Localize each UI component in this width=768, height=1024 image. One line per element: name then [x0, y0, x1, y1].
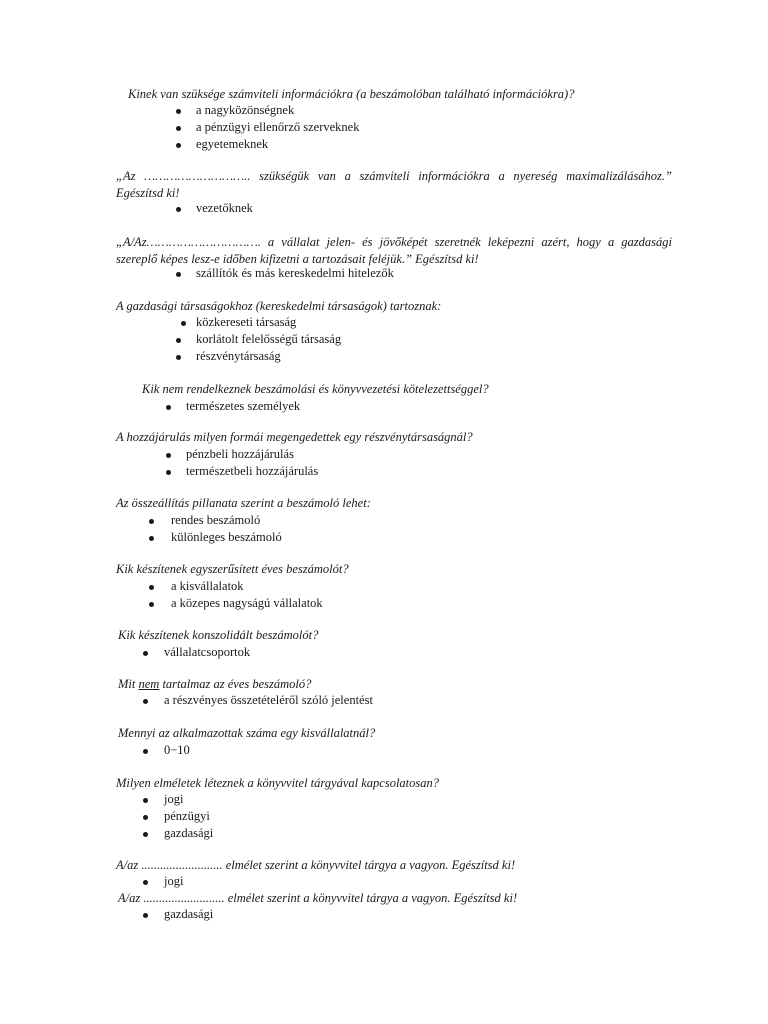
question-text: A/az .......................... elmélet szerint a könyvvitel tárgya a vagyon. Egészítsd ki!: [116, 858, 516, 872]
list-item: különleges beszámoló: [149, 529, 282, 546]
bullet-icon: [143, 651, 148, 656]
question-text: A gazdasági társaságokhoz (kereskedelmi társaságok) tartoznak:: [116, 299, 442, 313]
bullet-icon: [143, 832, 148, 837]
question-text: Kik készítenek konszolidált beszámolót?: [118, 628, 319, 642]
question-text: Kinek van szüksége számviteli információkra (a beszámolóban található információkra)?: [128, 87, 575, 101]
bullet-icon: [176, 109, 181, 114]
answer-list: [181, 314, 341, 365]
bullet-icon: [149, 602, 154, 607]
question-text: A/az .......................... elmélet szerint a könyvvitel tárgya a vagyon. Egészítsd ki!: [118, 891, 518, 905]
list-item: vezetőknek: [176, 200, 253, 217]
question-text: „A/Az…………………………. a vállalat jelen- és jövőképét szeretnék leképezni azért, hogy a gazdasági szereplő képes lesz-e időben kifizetni a tartozásait feléjük.” Egészítsd ki!: [116, 235, 672, 266]
question-text: Mit nem tartalmaz az éves beszámoló?: [118, 677, 312, 691]
answer-list: [166, 398, 300, 415]
list-item: természetes személyek: [166, 398, 300, 415]
list-item: a kisvállalatok: [149, 578, 323, 595]
bullet-icon: [176, 126, 181, 131]
bullet-icon: [149, 585, 154, 590]
list-item: részvénytársaság: [181, 348, 341, 365]
question-text: A hozzájárulás milyen formái megengedettek egy részvénytársaságnál?: [116, 430, 473, 444]
answer-list: [143, 906, 213, 923]
answer-list: [143, 742, 190, 759]
bullet-icon: [176, 338, 181, 343]
answer-list: [149, 512, 282, 546]
bullet-icon: [149, 536, 154, 541]
bullet-icon: [176, 355, 181, 360]
bullet-icon: [176, 207, 181, 212]
answer-list: [143, 873, 183, 890]
bullet-icon: [143, 798, 148, 803]
list-item: pénzügyi: [143, 808, 213, 825]
question-text: Az összeállítás pillanata szerint a beszámoló lehet:: [116, 496, 371, 510]
list-item: jogi: [143, 791, 213, 808]
bullet-icon: [166, 470, 171, 475]
answer-list: [166, 446, 318, 480]
bullet-icon: [143, 699, 148, 704]
bullet-icon: [143, 749, 148, 754]
question-text: Milyen elméletek léteznek a könyvvitel tárgyával kapcsolatosan?: [116, 776, 440, 790]
answer-list: [143, 791, 213, 842]
bullet-icon: [143, 815, 148, 820]
bullet-icon: [176, 143, 181, 148]
bullet-icon: [143, 913, 148, 918]
list-item: természetbeli hozzájárulás: [166, 463, 318, 480]
bullet-icon: [176, 272, 181, 277]
question-text: Mennyi az alkalmazottak száma egy kisvállalatnál?: [118, 726, 376, 740]
answer-list: [143, 644, 250, 661]
bullet-icon: [149, 519, 154, 524]
list-item: a pénzügyi ellenőrző szerveknek: [176, 119, 359, 136]
list-item: jogi: [143, 873, 183, 890]
list-item: a nagyközönségnek: [176, 102, 359, 119]
list-item: vállalatcsoportok: [143, 644, 250, 661]
list-item: pénzbeli hozzájárulás: [166, 446, 318, 463]
list-item: a részvényes összetételéről szóló jelentést: [143, 692, 373, 709]
answer-list: [176, 102, 359, 153]
list-item: 0−10: [143, 742, 190, 759]
bullet-icon: [166, 453, 171, 458]
list-item: rendes beszámoló: [149, 512, 282, 529]
list-item: gazdasági: [143, 906, 213, 923]
answer-list: [176, 265, 394, 282]
list-item: szállítók és más kereskedelmi hitelezők: [176, 265, 394, 282]
question-text: Kik készítenek egyszerűsített éves beszámolót?: [116, 562, 349, 576]
list-item: a közepes nagyságú vállalatok: [149, 595, 323, 612]
answer-list: [176, 200, 253, 217]
bullet-icon: [181, 321, 186, 326]
list-item: közkereseti társaság: [181, 314, 341, 331]
answer-list: [143, 692, 373, 709]
question-text: Kik nem rendelkeznek beszámolási és könyvvezetési kötelezettséggel?: [142, 382, 489, 396]
bullet-icon: [143, 880, 148, 885]
list-item: korlátolt felelősségű társaság: [181, 331, 341, 348]
answer-list: [149, 578, 323, 612]
list-item: egyetemeknek: [176, 136, 359, 153]
bullet-icon: [166, 405, 171, 410]
list-item: gazdasági: [143, 825, 213, 842]
question-text: „Az ……………………….. szükségük van a számviteli információkra a nyereség maximalizálásához.” Egészítsd ki!: [116, 169, 672, 200]
